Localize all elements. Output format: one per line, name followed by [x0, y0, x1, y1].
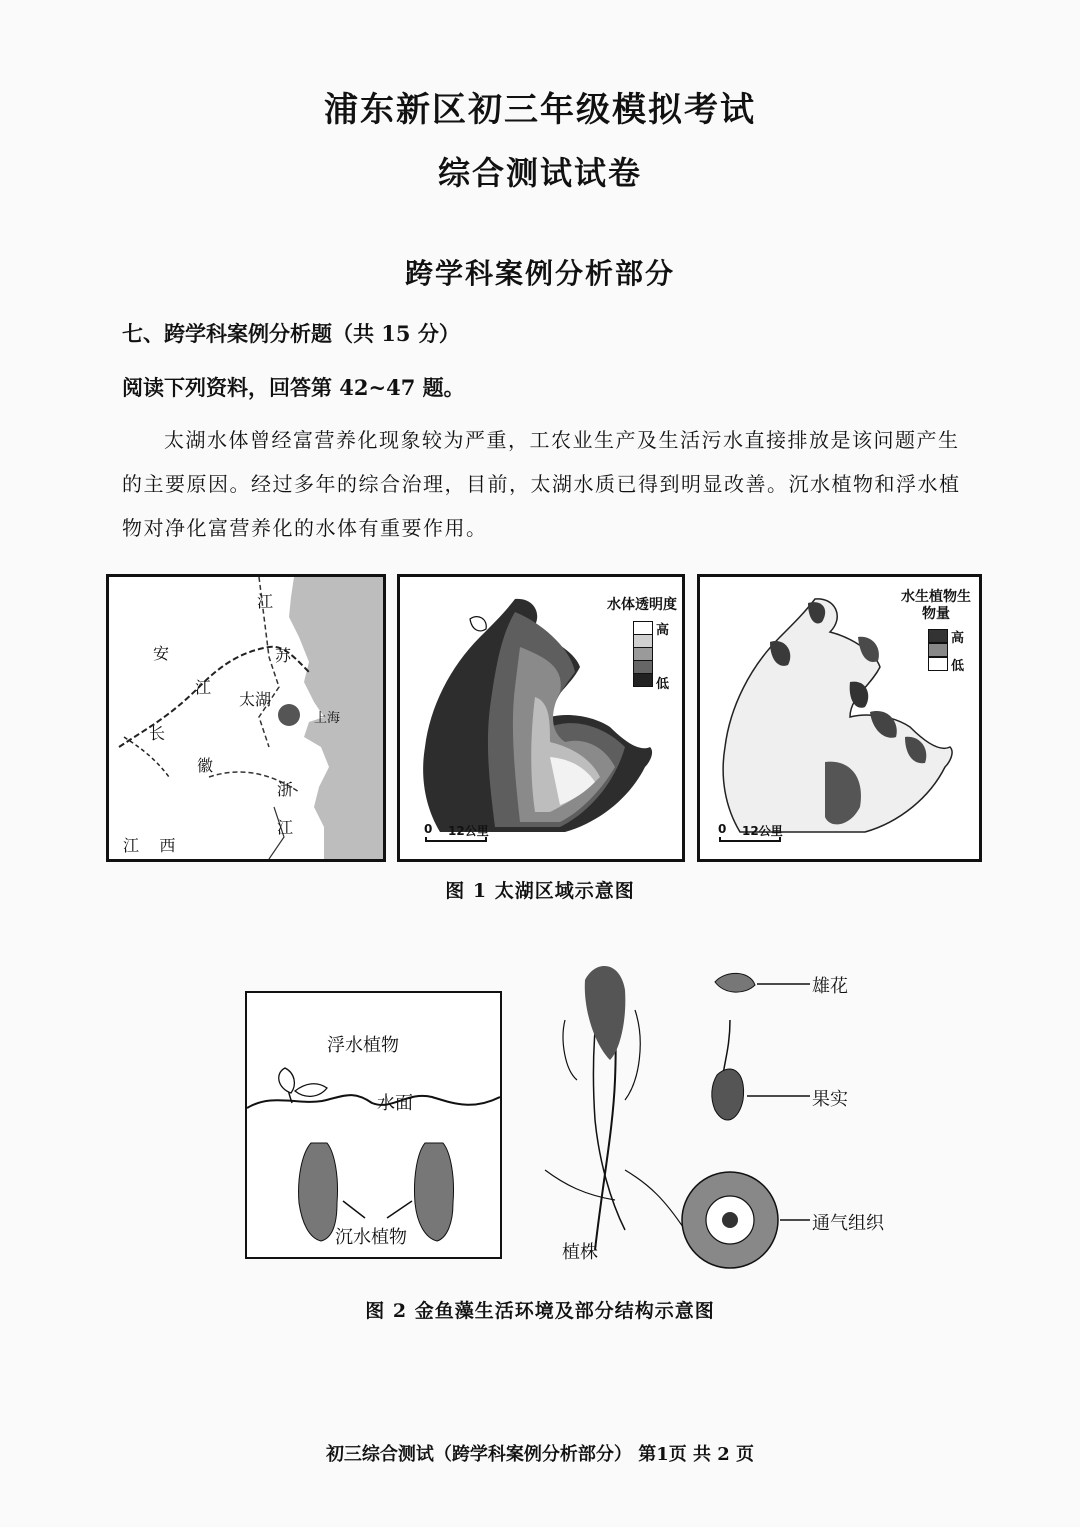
transparency-map-graphic — [400, 577, 682, 859]
water-surface-label: 水面 — [377, 1093, 413, 1114]
label-su: 苏 — [275, 646, 292, 665]
scale-bar-2 — [719, 837, 781, 842]
label-jiang-zhe: 江 — [277, 818, 294, 837]
legend-swatch-4 — [633, 660, 653, 674]
question-instruction: 阅读下列资料，回答第 42~47 题。 — [122, 375, 465, 400]
floating-plant-label: 浮水植物 — [327, 1035, 399, 1056]
submerged-plant-label: 沉水植物 — [335, 1227, 407, 1248]
figure2-caption: 图 2 金鱼藻生活环境及部分结构示意图 — [365, 1300, 715, 1322]
question-paragraph: 太湖水体曾经富营养化现象较为严重，工农业生产及生活污水直接排放是该问题产生的主要原因。经过多年的综合治理，目前，太湖水质已得到明显改善。沉水植物和浮水植物对净化富营养化的水体有重要作用。 — [122, 428, 961, 540]
label-shanghai: 上海 — [314, 711, 341, 726]
scale-zero: 0 — [424, 822, 433, 836]
label-jiang-river: 江 — [195, 678, 212, 697]
location-map-graphic — [109, 577, 383, 859]
section-title: 跨学科案例分析部分 — [404, 257, 675, 290]
label-jiangxi: 江 西 — [123, 836, 176, 855]
male-flower-label: 雄花 — [812, 976, 848, 997]
label-chang: 长 — [149, 724, 166, 743]
plant-label: 植株 — [562, 1242, 598, 1263]
exam-title: 浦东新区初三年级模拟考试 — [324, 90, 756, 130]
label-zhe: 浙 — [277, 780, 294, 799]
biomass-map — [697, 574, 982, 862]
location-map — [106, 574, 386, 862]
biomass-legend-low: 低 — [951, 659, 965, 674]
page-footer: 初三综合测试（跨学科案例分析部分） 第1页 共 2 页 — [325, 1444, 755, 1465]
label-jiang-top: 江 — [257, 592, 274, 611]
scale-value: 12公里 — [448, 824, 489, 838]
habitat-diagram — [245, 991, 502, 1259]
biomass-legend-title: 水生植物生物量 — [901, 589, 971, 622]
label-hui: 徽 — [197, 756, 214, 775]
biomass-swatch-2 — [928, 643, 948, 657]
scale-zero-2: 0 — [718, 822, 727, 836]
question-heading: 七、跨学科案例分析题（共 15 分） — [122, 321, 460, 346]
transparency-legend-low: 低 — [656, 677, 670, 692]
figure1-caption: 图 1 太湖区域示意图 — [445, 880, 635, 902]
transparency-legend-high: 高 — [656, 623, 670, 638]
legend-swatch-5 — [633, 673, 653, 687]
label-taihu: 太湖 — [239, 690, 272, 709]
legend-swatch-1 — [633, 621, 653, 635]
aerenchyma-label: 通气组织 — [812, 1213, 884, 1234]
legend-swatch-2 — [633, 634, 653, 648]
label-an: 安 — [153, 644, 170, 663]
scale-value-2: 12公里 — [742, 824, 783, 838]
fruit-label: 果实 — [812, 1089, 848, 1110]
biomass-swatch-3 — [928, 657, 948, 671]
biomass-legend-high: 高 — [951, 631, 965, 646]
scale-bar — [425, 837, 487, 842]
paper-title: 综合测试试卷 — [437, 154, 642, 192]
transparency-map — [397, 574, 685, 862]
biomass-swatch-1 — [928, 629, 948, 643]
transparency-legend-title: 水体透明度 — [607, 597, 677, 613]
legend-swatch-3 — [633, 647, 653, 661]
